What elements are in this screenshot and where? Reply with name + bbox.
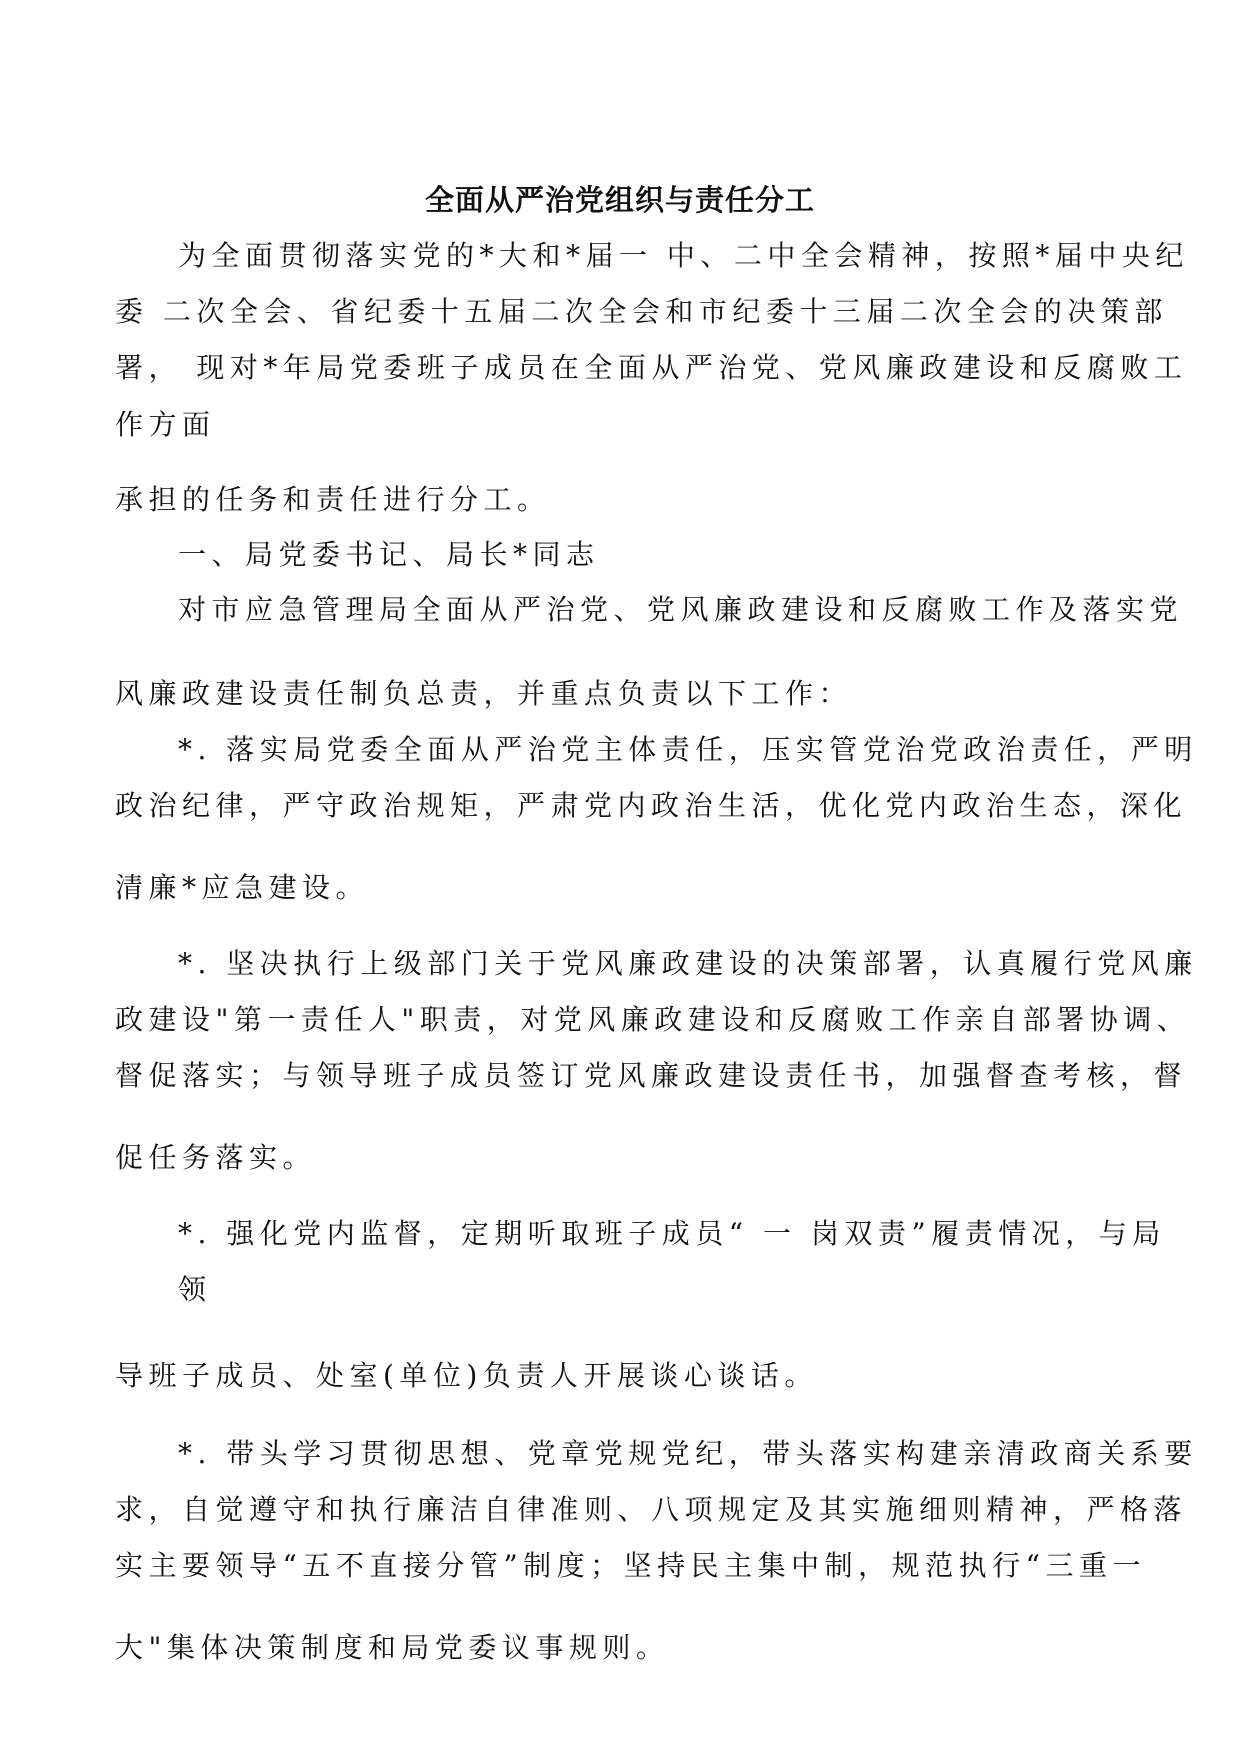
section-heading: 一、局党委书记、局长*同志 bbox=[178, 538, 600, 571]
paragraph-line: 督促落实；与领导班子成员签订党风廉政建设责任书，加强督查考核，督 bbox=[115, 1059, 1188, 1092]
paragraph-line: 大"集体决策制度和局党委议事规则。 bbox=[115, 1631, 670, 1664]
paragraph-line: *. 坚决执行上级部门关于党风廉政建设的决策部署，认真履行党风廉 bbox=[178, 947, 1198, 980]
paragraph-line: 为全面贯彻落实党的*大和*届一 中、二中全会精神，按照*届中央纪 bbox=[178, 239, 1189, 272]
paragraph-line: 署， 现对*年局党委班子成员在全面从严治党、党风廉政建设和反腐败工 bbox=[115, 351, 1188, 384]
paragraph-line: *. 带头学习贯彻思想、党章党规党纪，带头落实构建亲清政商关系要 bbox=[178, 1437, 1198, 1470]
paragraph-line: 委 二次全会、省纪委十五届二次全会和市纪委十三届二次全会的决策部 bbox=[115, 295, 1168, 328]
paragraph-line: 导班子成员、处室(单位)负责人开展谈心谈话。 bbox=[115, 1359, 818, 1392]
paragraph-line: 风廉政建设责任制负总责，并重点负责以下工作： bbox=[115, 677, 853, 710]
paragraph-line: 承担的任务和责任进行分工。 bbox=[115, 483, 551, 516]
paragraph-line: 领 bbox=[178, 1273, 212, 1306]
paragraph-line: 促任务落实。 bbox=[115, 1141, 317, 1174]
paragraph-line: 政治纪律，严守政治规矩，严肃党内政治生活，优化党内政治生态，深化 bbox=[115, 789, 1188, 822]
paragraph-line: 政建设"第一责任人"职责，对党风廉政建设和反腐败工作亲自部署协调、 bbox=[115, 1003, 1191, 1036]
paragraph-line: 对市应急管理局全面从严治党、党风廉政建设和反腐败工作及落实党 bbox=[178, 593, 1184, 626]
paragraph-line: 作方面 bbox=[115, 408, 216, 441]
document-title: 全面从严治党组织与责任分工 bbox=[424, 183, 815, 217]
paragraph-line: 求，自觉遵守和执行廉洁自律准则、八项规定及其实施细则精神，严格落 bbox=[115, 1493, 1188, 1526]
paragraph-line: *. 落实局党委全面从严治党主体责任，压实管党治党政治责任，严明 bbox=[178, 733, 1198, 766]
paragraph-line: *. 强化党内监督，定期听取班子成员“ 一 岗双责”履责情况，与局 bbox=[178, 1217, 1166, 1250]
paragraph-line: 清廉*应急建设。 bbox=[115, 871, 370, 904]
paragraph-line: 实主要领导“五不直接分管”制度；坚持民主集中制，规范执行“三重一 bbox=[115, 1549, 1146, 1582]
